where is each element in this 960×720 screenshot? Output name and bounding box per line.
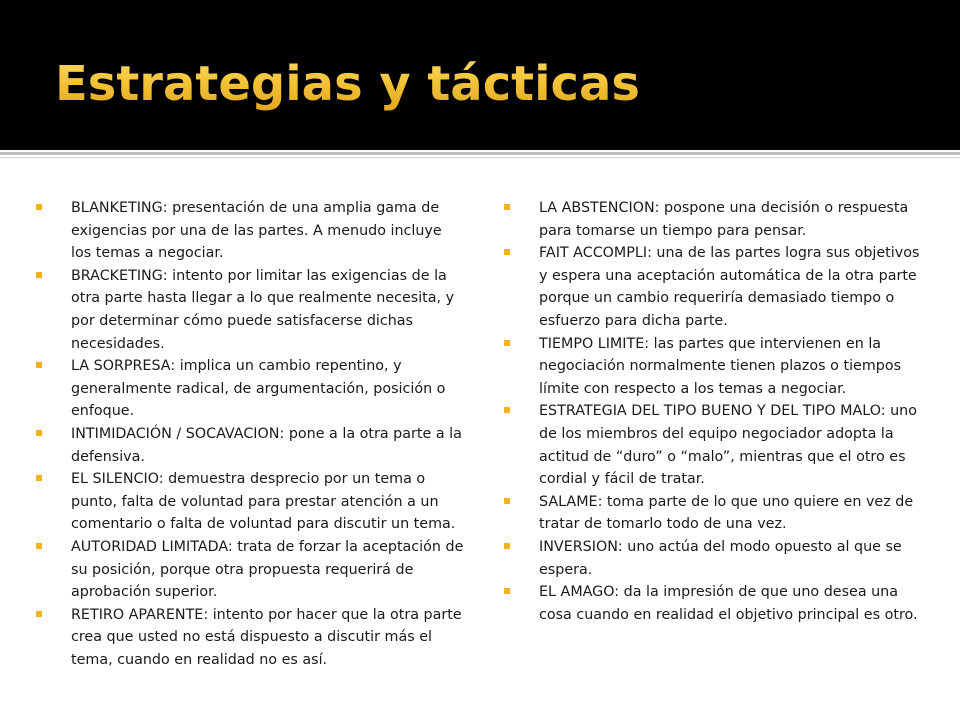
square-bullet-icon xyxy=(504,588,510,594)
list-item xyxy=(36,265,466,355)
title-bar xyxy=(0,0,960,150)
square-bullet-icon xyxy=(36,362,42,368)
list-item-text: SALAME: toma parte de lo que uno quiere en vez de tratar de tomarlo todo de una vez. xyxy=(539,493,914,533)
list-item xyxy=(504,536,932,581)
square-bullet-icon xyxy=(504,543,510,549)
square-bullet-icon xyxy=(36,475,42,481)
left-bullet-list xyxy=(36,197,466,671)
title-divider xyxy=(0,152,960,155)
list-item-text: INVERSION: uno actúa del modo opuesto al que se espera. xyxy=(539,538,902,578)
list-item xyxy=(36,536,466,604)
list-item-text: BRACKETING: intento por limitar las exigencias de la otra parte hasta llegar a lo que realmente necesita, y por determinar cómo puede satisfacerse dichas necesidades. xyxy=(71,267,455,352)
list-item xyxy=(504,333,932,401)
square-bullet-icon xyxy=(504,204,510,210)
list-item-text: LA ABSTENCION: pospone una decisión o respuesta para tomarse un tiempo para pensar. xyxy=(539,200,909,239)
square-bullet-icon xyxy=(504,340,510,346)
list-item xyxy=(504,242,932,332)
square-bullet-icon xyxy=(504,498,510,504)
list-item xyxy=(504,581,932,626)
list-item-text: LA SORPRESA: implica un cambio repentino, y generalmente radical, de argumentación, posición o enfoque. xyxy=(71,358,446,420)
list-item-text: RETIRO APARENTE: intento por hacer que la otra parte crea que usted no está dispuesto a discutir más el tema, cuando en realidad no es así. xyxy=(71,606,462,668)
square-bullet-icon xyxy=(36,272,42,278)
right-bullet-list xyxy=(504,197,932,626)
list-item-text: AUTORIDAD LIMITADA: trata de forzar la aceptación de su posición, porque otra propuesta requerirá de aprobación superior. xyxy=(71,538,464,601)
slide-title: Estrategias y tácticas xyxy=(55,44,640,124)
list-item xyxy=(36,197,466,265)
list-item xyxy=(36,604,466,672)
square-bullet-icon xyxy=(504,249,510,255)
list-item-text: FAIT ACCOMPLI: una de las partes logra sus objetivos y espera una aceptación automática de la otra parte porque un cambio requeriría demasiado tiempo o esfuerzo para dicha parte. xyxy=(539,245,920,329)
list-item-text: EL AMAGO: da la impresión de que uno desea una cosa cuando en realidad el objetivo principal es otro. xyxy=(539,584,918,623)
square-bullet-icon xyxy=(36,430,42,436)
list-item-text: INTIMIDACIÓN / SOCAVACION: pone a la otra parte a la defensiva. xyxy=(71,425,462,465)
list-item-text: EL SILENCIO: demuestra desprecio por un tema o punto, falta de voluntad para prestar atención a un comentario o falta de voluntad para discutir un tema. xyxy=(71,471,456,533)
square-bullet-icon xyxy=(504,407,510,413)
list-item-text: ESTRATEGIA DEL TIPO BUENO Y DEL TIPO MALO: uno de los miembros del equipo negociador adopta la actitud de “duro” o “malo”, mientras que el otro es cordial y fácil de tratar. xyxy=(539,403,917,488)
list-item xyxy=(36,468,466,536)
list-item xyxy=(36,423,466,468)
square-bullet-icon xyxy=(36,204,42,210)
title-divider-thin xyxy=(0,157,960,158)
list-item xyxy=(504,491,932,536)
list-item-text: TIEMPO LIMITE: las partes que intervienen en la negociación normalmente tienen plazos o tiempos límite con respecto a los temas a negociar. xyxy=(539,335,902,397)
list-item xyxy=(504,197,932,242)
list-item xyxy=(36,355,466,423)
square-bullet-icon xyxy=(36,611,42,617)
list-item xyxy=(504,400,932,490)
square-bullet-icon xyxy=(36,543,42,549)
list-item-text: BLANKETING: presentación de una amplia gama de exigencias por una de las partes. A menudo incluye los temas a negociar. xyxy=(71,200,442,262)
